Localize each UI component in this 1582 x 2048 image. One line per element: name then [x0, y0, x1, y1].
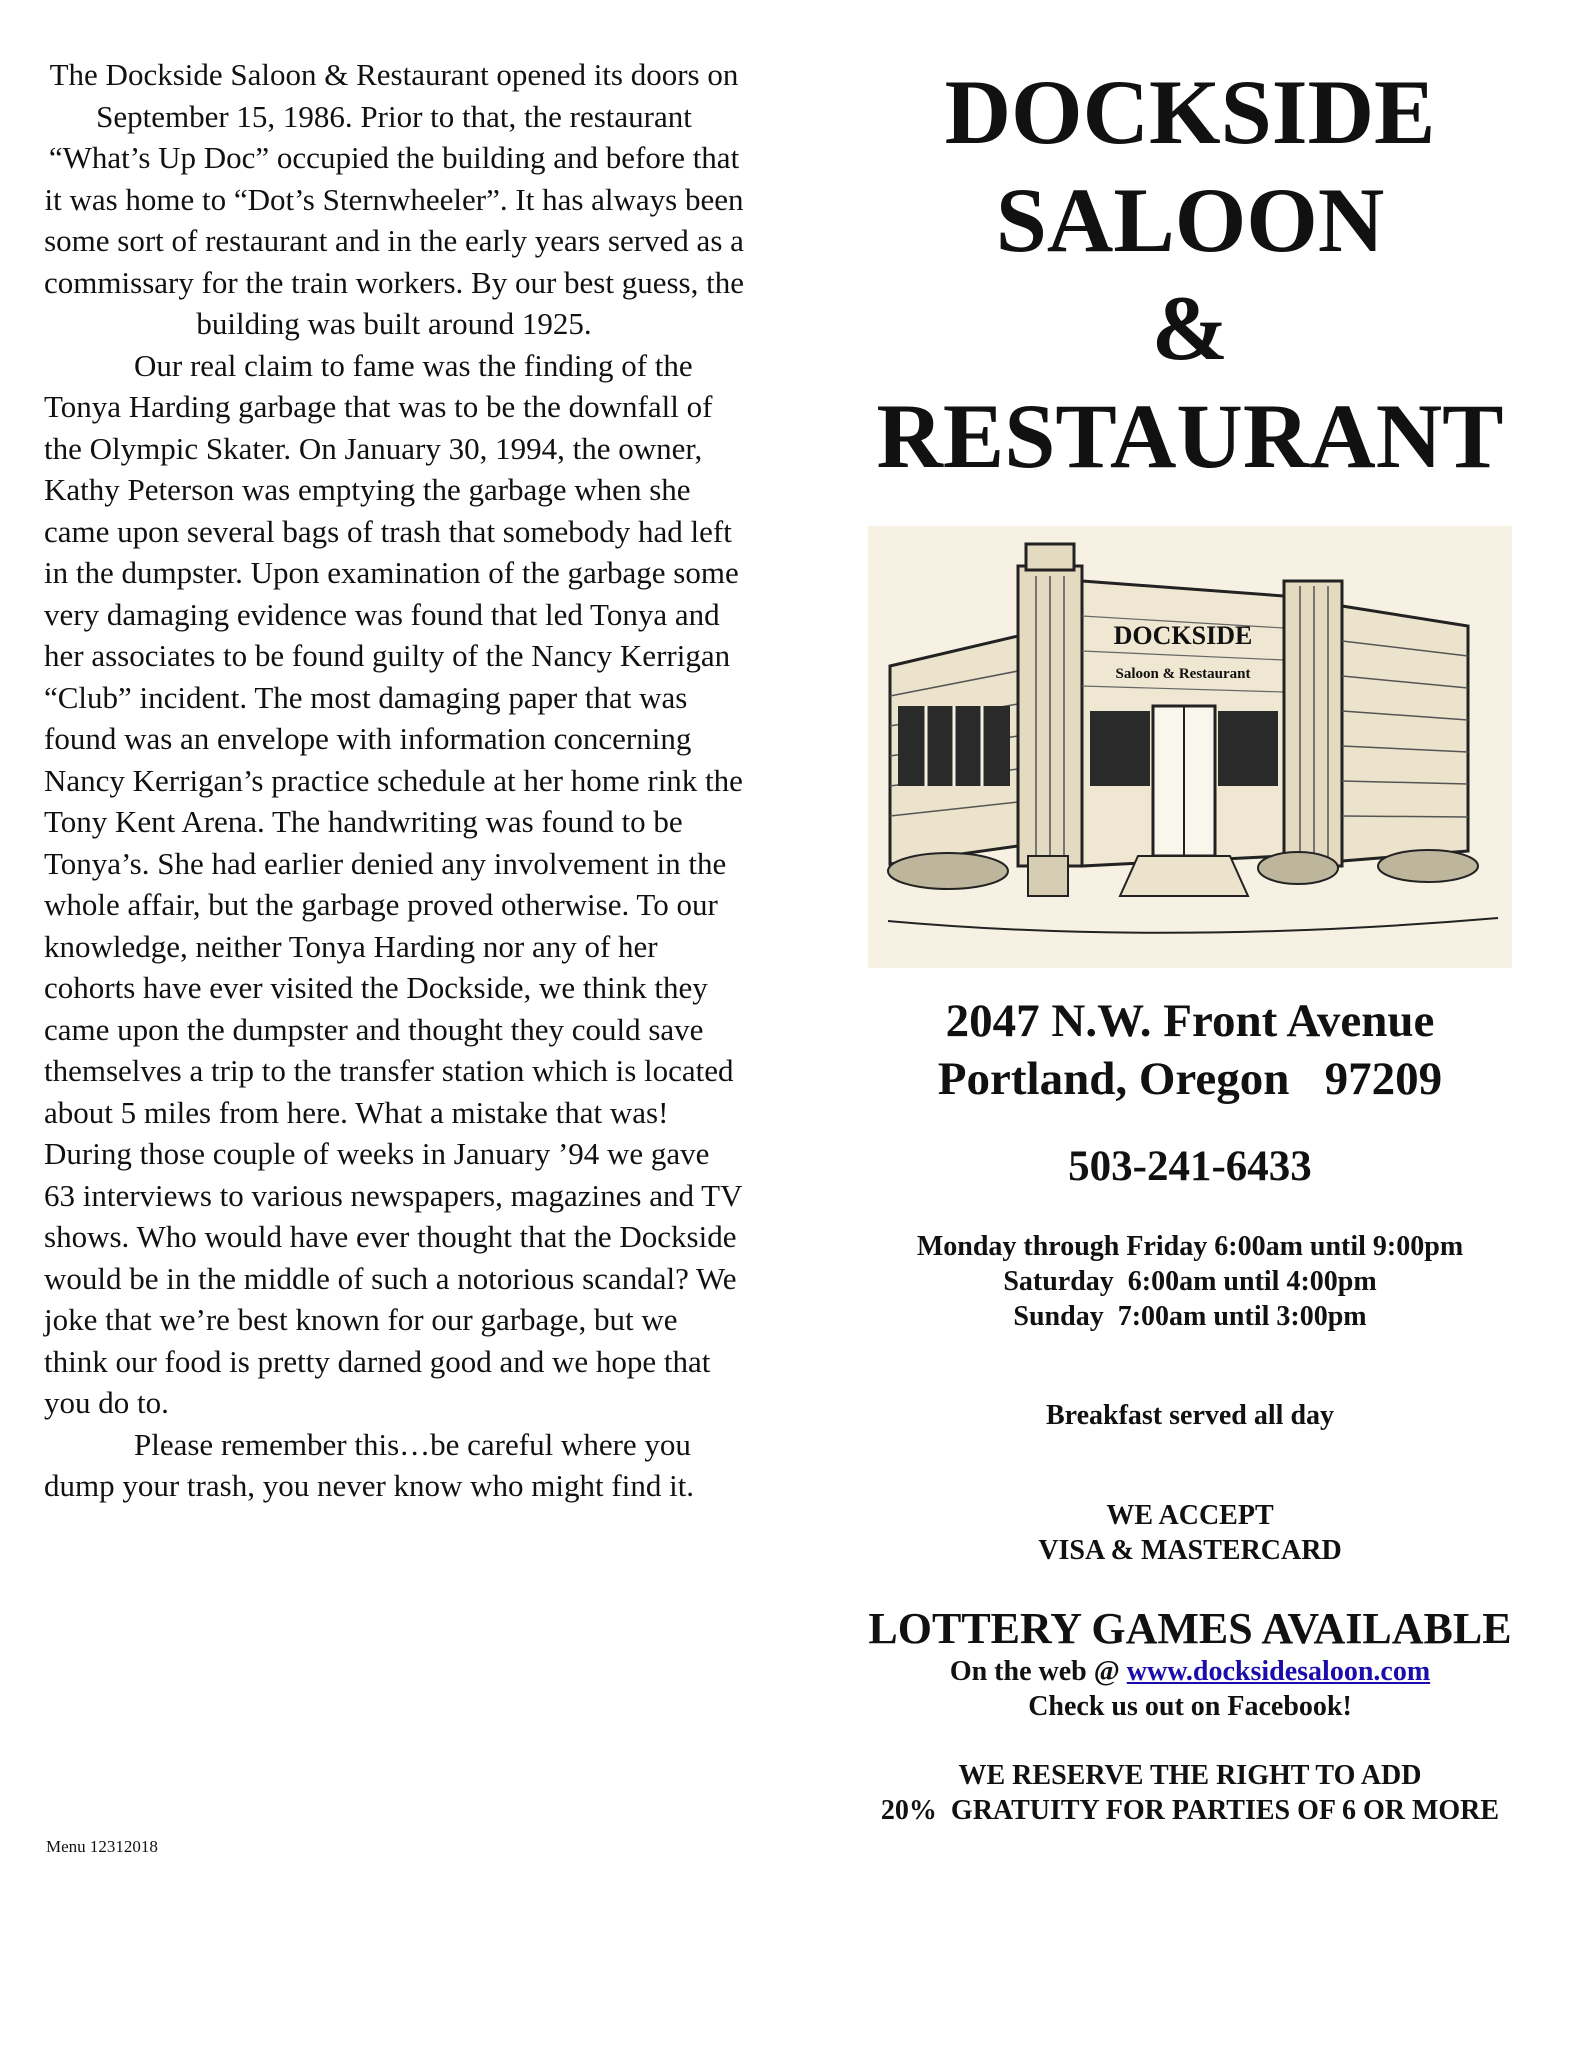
lottery-banner: LOTTERY GAMES AVAILABLE [868, 1604, 1512, 1653]
address [835, 992, 1545, 1108]
history-column [44, 54, 744, 1507]
hours-saturday: Saturday 6:00am until 4:00pm [1003, 1266, 1377, 1297]
menu-code: Menu 12312018 [46, 1837, 158, 1856]
payment-line-2: VISA & MASTERCARD [1038, 1535, 1342, 1566]
website-prefix: On the web @ [949, 1656, 1127, 1687]
title-line-4: RESTAURANT [876, 385, 1504, 487]
history-paragraph-1: The Dockside Saloon & Restaurant opened its doors on September 15, 1986. Prior to that, the restaurant “What’s Up Doc” occupied the building and before that it was home to “Dot’s Sternwheeler”. It has always been some sort of restaurant and in the early years served as a commissary for the train workers. By our best guess, the building was built around 1925. [44, 57, 744, 341]
info-column [835, 58, 1545, 1828]
address-city: Portland, Oregon 97209 [937, 1053, 1443, 1105]
history-paragraph-2: Our real claim to fame was the finding of the Tonya Harding garbage that was to be the downfall of the Olympic Skater. On January 30, 1994, the owner, Kathy Peterson was emptying the garbage when she came upon several bags of trash that somebody had left in the dumpster. Upon examination of the garbage some very damaging evidence was found that led Tonya and her associates to be found guilty of the Nancy Kerrigan “Club” incident. The most damaging paper that was found was an envelope with information concerning Nancy Kerrigan’s practice schedule at her home rink the Tony Kent Arena. The handwriting was found to be Tonya’s. She had earlier denied any involvement in the whole affair, but the garbage proved otherwise. To our knowledge, neither Tonya Harding nor any of her cohorts have ever visited the Dockside, we think they came upon the dumpster and thought they could save themselves a trip to the transfer station which is located about 5 miles from here. What a mistake that was! During those couple of weeks in January ’94 we gave 63 interviews to various newspapers, magazines and TV shows. Who would have ever thought that the Dockside would be in the middle of such a notorious scandal? We joke that we’re best known for our garbage, but we think our food is pretty darned good and we hope that you do to. [44, 347, 743, 1420]
restaurant-title [835, 58, 1545, 490]
building-sketch [868, 526, 1512, 968]
gratuity-notice [835, 1758, 1545, 1828]
website-link[interactable]: www.docksidesaloon.com [1126, 1656, 1431, 1687]
hours [835, 1229, 1545, 1334]
payment-line-1: WE ACCEPT [1106, 1500, 1274, 1531]
breakfast-note: Breakfast served all day [1045, 1400, 1335, 1431]
phone-number: 503-241-6433 [1068, 1143, 1312, 1190]
history-paragraph-3: Please remember this…be careful where you dump your trash, you never know who might find it. [44, 1426, 695, 1503]
title-line-1: DOCKSIDE [944, 61, 1436, 163]
gratuity-line-2: 20% GRATUITY FOR PARTIES OF 6 OR MORE [880, 1795, 1500, 1826]
title-line-2: SALOON [995, 169, 1385, 271]
payment-info [835, 1498, 1545, 1568]
website-line [835, 1654, 1545, 1689]
hours-sunday: Sunday 7:00am until 3:00pm [1013, 1301, 1367, 1332]
sketch-sign-subtitle: Saloon & Restaurant [1115, 666, 1251, 682]
facebook-note: Check us out on Facebook! [1028, 1691, 1352, 1722]
sketch-sign-name: DOCKSIDE [1113, 621, 1253, 650]
title-line-3: & [1151, 277, 1229, 379]
hours-weekday: Monday through Friday 6:00am until 9:00pm [916, 1231, 1464, 1262]
gratuity-line-1: WE RESERVE THE RIGHT TO ADD [958, 1760, 1422, 1791]
address-street: 2047 N.W. Front Avenue [945, 995, 1435, 1047]
